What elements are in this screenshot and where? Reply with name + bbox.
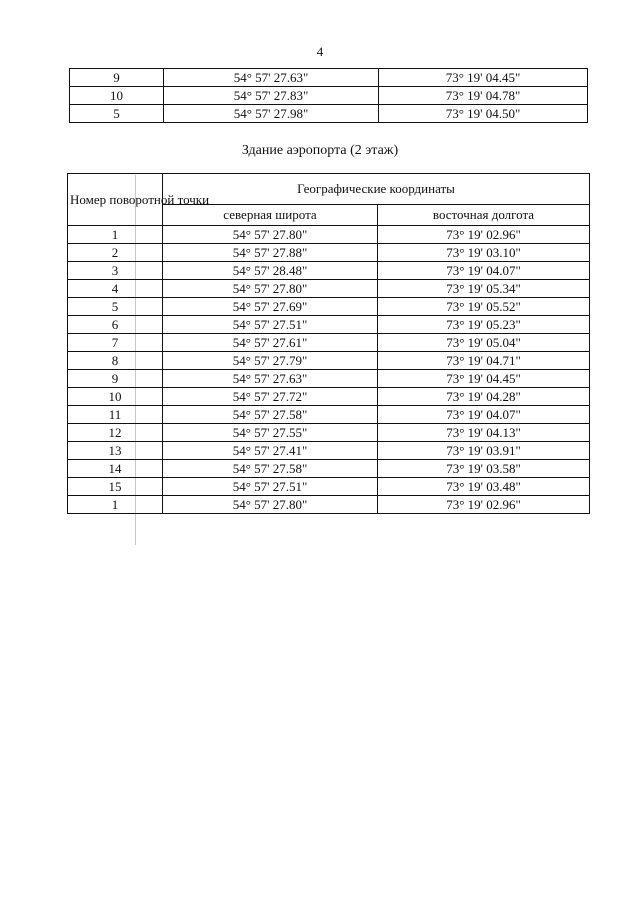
longitude-cell: 73° 19' 03.58" — [378, 460, 590, 478]
table-row — [70, 87, 588, 105]
point-number-cell: 9 — [68, 370, 163, 388]
longitude-cell: 73° 19' 05.04" — [378, 334, 590, 352]
point-number-cell: 5 — [70, 105, 164, 123]
point-number-cell: 10 — [68, 388, 163, 406]
table-row — [70, 69, 588, 87]
longitude-cell: 73° 19' 04.71" — [378, 352, 590, 370]
table-row — [68, 298, 590, 316]
latitude-cell: 54° 57' 27.69" — [163, 298, 378, 316]
point-number-cell: 7 — [68, 334, 163, 352]
longitude-cell: 73° 19' 02.96" — [378, 496, 590, 514]
point-number-cell: 3 — [68, 262, 163, 280]
point-number-cell: 4 — [68, 280, 163, 298]
table-row — [68, 478, 590, 496]
longitude-cell: 73° 19' 04.13" — [378, 424, 590, 442]
point-number-cell: 5 — [68, 298, 163, 316]
point-number-cell: 9 — [70, 69, 164, 87]
east-longitude-header: восточная долгота — [378, 205, 590, 226]
table-row — [68, 370, 590, 388]
point-number-cell: 10 — [70, 87, 164, 105]
table-row — [68, 280, 590, 298]
page-number: 4 — [316, 44, 324, 59]
point-number-cell: 1 — [68, 496, 163, 514]
latitude-cell: 54° 57' 27.58" — [163, 406, 378, 424]
latitude-cell: 54° 57' 27.80" — [163, 280, 378, 298]
table-row — [68, 244, 590, 262]
longitude-cell: 73° 19' 04.07" — [378, 262, 590, 280]
latitude-cell: 54° 57' 28.48" — [163, 262, 378, 280]
table-row — [68, 496, 590, 514]
table-row — [68, 352, 590, 370]
point-number-cell: 13 — [68, 442, 163, 460]
table-row — [68, 388, 590, 406]
latitude-cell: 54° 57' 27.63" — [164, 69, 379, 87]
section-title: Здание аэропорта (2 этаж) — [241, 143, 399, 158]
north-latitude-header: северная широта — [163, 205, 378, 226]
longitude-cell: 73° 19' 03.91" — [378, 442, 590, 460]
table-row — [68, 442, 590, 460]
longitude-cell: 73° 19' 03.48" — [378, 478, 590, 496]
latitude-cell: 54° 57' 27.72" — [163, 388, 378, 406]
point-number-header: Номер поворотной точки — [68, 174, 163, 226]
geo-coords-header: Географические координаты — [163, 174, 590, 205]
table-row — [68, 262, 590, 280]
coordinates-table-continued-body — [70, 69, 588, 123]
table-row — [70, 105, 588, 123]
latitude-cell: 54° 57' 27.98" — [164, 105, 379, 123]
table-row — [68, 226, 590, 244]
point-number-cell: 2 — [68, 244, 163, 262]
point-number-cell: 11 — [68, 406, 163, 424]
latitude-cell: 54° 57' 27.80" — [163, 496, 378, 514]
table-row — [68, 334, 590, 352]
point-number-cell: 14 — [68, 460, 163, 478]
longitude-cell: 73° 19' 05.34" — [378, 280, 590, 298]
latitude-cell: 54° 57' 27.83" — [164, 87, 379, 105]
longitude-cell: 73° 19' 03.10" — [378, 244, 590, 262]
table-row — [68, 424, 590, 442]
point-number-cell: 6 — [68, 316, 163, 334]
latitude-cell: 54° 57' 27.51" — [163, 316, 378, 334]
longitude-cell: 73° 19' 04.78" — [379, 87, 588, 105]
longitude-cell: 73° 19' 04.50" — [379, 105, 588, 123]
longitude-cell: 73° 19' 02.96" — [378, 226, 590, 244]
table-row — [68, 460, 590, 478]
latitude-cell: 54° 57' 27.51" — [163, 478, 378, 496]
table-row — [68, 316, 590, 334]
latitude-cell: 54° 57' 27.63" — [163, 370, 378, 388]
coordinates-table-continued — [69, 68, 588, 123]
airport-building-coordinates-table — [67, 173, 590, 514]
latitude-cell: 54° 57' 27.80" — [163, 226, 378, 244]
point-number-cell: 15 — [68, 478, 163, 496]
point-number-cell: 1 — [68, 226, 163, 244]
point-number-cell: 8 — [68, 352, 163, 370]
table-row — [68, 406, 590, 424]
latitude-cell: 54° 57' 27.55" — [163, 424, 378, 442]
latitude-cell: 54° 57' 27.61" — [163, 334, 378, 352]
longitude-cell: 73° 19' 05.23" — [378, 316, 590, 334]
longitude-cell: 73° 19' 04.45" — [379, 69, 588, 87]
latitude-cell: 54° 57' 27.79" — [163, 352, 378, 370]
point-number-cell: 12 — [68, 424, 163, 442]
latitude-cell: 54° 57' 27.88" — [163, 244, 378, 262]
longitude-cell: 73° 19' 04.07" — [378, 406, 590, 424]
longitude-cell: 73° 19' 04.45" — [378, 370, 590, 388]
latitude-cell: 54° 57' 27.58" — [163, 460, 378, 478]
longitude-cell: 73° 19' 05.52" — [378, 298, 590, 316]
longitude-cell: 73° 19' 04.28" — [378, 388, 590, 406]
latitude-cell: 54° 57' 27.41" — [163, 442, 378, 460]
airport-building-coordinates-body — [68, 226, 590, 514]
